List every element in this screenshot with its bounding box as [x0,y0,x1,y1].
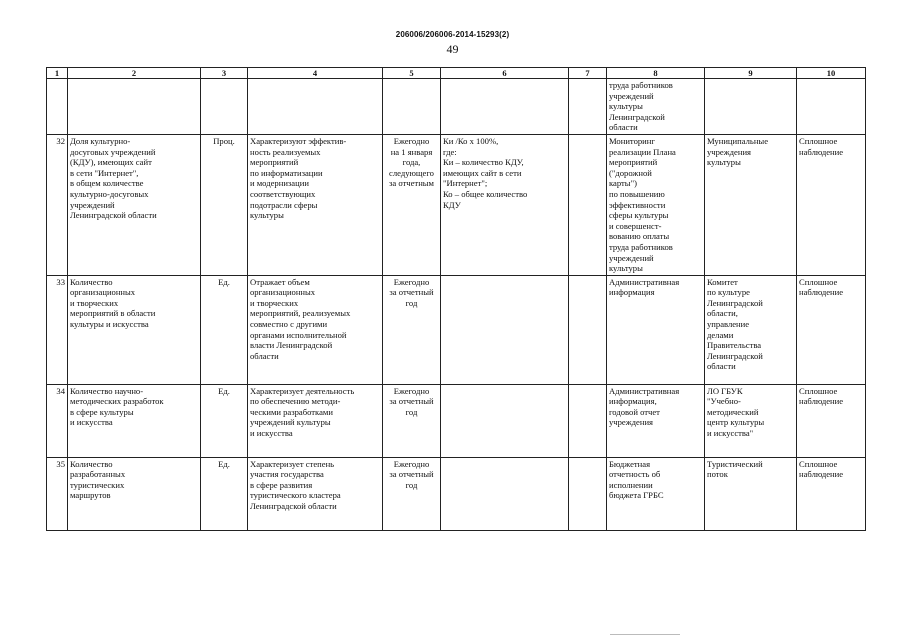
indicator-name-cell: Количество разработанных туристических маршрутов [68,457,201,530]
periodicity-cell: Ежегодно на 1 января года, следующего за отчетным [383,134,441,275]
responsible-cell: ЛО ГБУК "Учебно- методический центр культуры и искусства" [705,384,797,457]
responsible-cell: Туристический поток [705,457,797,530]
row-number-cell [47,79,68,135]
unit-cell: Ед. [201,275,248,384]
col-header: 9 [705,68,797,79]
table-row [47,275,866,384]
indicator-name-cell: Количество организационных и творческих мероприятий в области культуры и искусства [68,275,201,384]
indicators-table [46,67,866,531]
unit-cell: Ед. [201,384,248,457]
table-row-continuation [47,79,866,135]
formula-cell [441,275,569,384]
method-cell: Сплошное наблюдение [797,275,866,384]
col-header: 10 [797,68,866,79]
table-row [47,134,866,275]
row-number-cell: 33 [47,275,68,384]
source-cell: труда работников учреждений культуры Ленинградской области [607,79,705,135]
formula-cell [441,79,569,135]
row-number-cell: 34 [47,384,68,457]
description-cell [248,79,383,135]
description-cell: Характеризует деятельность по обеспечению методи- ческими разработками учреждений культуры и искусства [248,384,383,457]
unit-cell: Проц. [201,134,248,275]
description-cell: Характеризует степень участия государства в сфере развития туристического кластера Ленинградской области [248,457,383,530]
col-header: 2 [68,68,201,79]
periodicity-cell [383,79,441,135]
source-cell: Мониторинг реализации Плана мероприятий ("дорожной карты") по повышению эффективности сферы культуры и совершенст- вованию оплаты труда работников учреждений культуры [607,134,705,275]
scan-artifact-line [610,634,680,635]
column-7-cell [569,384,607,457]
responsible-cell [705,79,797,135]
formula-cell: Ки /Ко х 100%, где: Ки – количество КДУ, имеющих сайт в сети "Интернет"; Ко – общее количество КДУ [441,134,569,275]
column-7-cell [569,79,607,135]
table-row [47,384,866,457]
document-id: 206006/206006-2014-15293(2) [395,30,510,39]
formula-cell [441,457,569,530]
formula-cell [441,384,569,457]
method-cell: Сплошное наблюдение [797,134,866,275]
source-cell: Административная информация [607,275,705,384]
responsible-cell: Комитет по культуре Ленинградской области, управление делами Правительства Ленинградской области [705,275,797,384]
col-header: 3 [201,68,248,79]
col-header: 8 [607,68,705,79]
description-cell: Характеризуют эффектив- ность реализуемых мероприятий по информатизации и модернизации соответствующих подотрасли сферы культуры [248,134,383,275]
row-number-cell: 35 [47,457,68,530]
col-header: 5 [383,68,441,79]
method-cell: Сплошное наблюдение [797,457,866,530]
description-cell: Отражает объем организационных и творческих мероприятий, реализуемых совместно с другими органами исполнительной власти Ленинградской области [248,275,383,384]
column-7-cell [569,134,607,275]
source-cell: Административная информация, годовой отчет учреждения [607,384,705,457]
responsible-cell: Муниципальные учреждения культуры [705,134,797,275]
periodicity-cell: Ежегодно за отчетный год [383,384,441,457]
indicator-name-cell: Количество научно- методических разработок в сфере культуры и искусства [68,384,201,457]
col-header: 4 [248,68,383,79]
row-number-cell: 32 [47,134,68,275]
periodicity-cell: Ежегодно за отчетный год [383,457,441,530]
column-7-cell [569,457,607,530]
col-header: 1 [47,68,68,79]
indicator-name-cell: Доля культурно- досуговых учреждений (КДУ), имеющих сайт в сети "Интернет", в общем количестве культурно-досуговых учреждений Ленинградской области [68,134,201,275]
indicator-name-cell [68,79,201,135]
column-number-header-row [47,68,866,79]
col-header: 7 [569,68,607,79]
method-cell [797,79,866,135]
column-7-cell [569,275,607,384]
unit-cell [201,79,248,135]
source-cell: Бюджетная отчетность об исполнении бюджета ГРБС [607,457,705,530]
periodicity-cell: Ежегодно за отчетный год [383,275,441,384]
table-row [47,457,866,530]
col-header: 6 [441,68,569,79]
method-cell: Сплошное наблюдение [797,384,866,457]
page-number: 49 [446,42,459,56]
unit-cell: Ед. [201,457,248,530]
